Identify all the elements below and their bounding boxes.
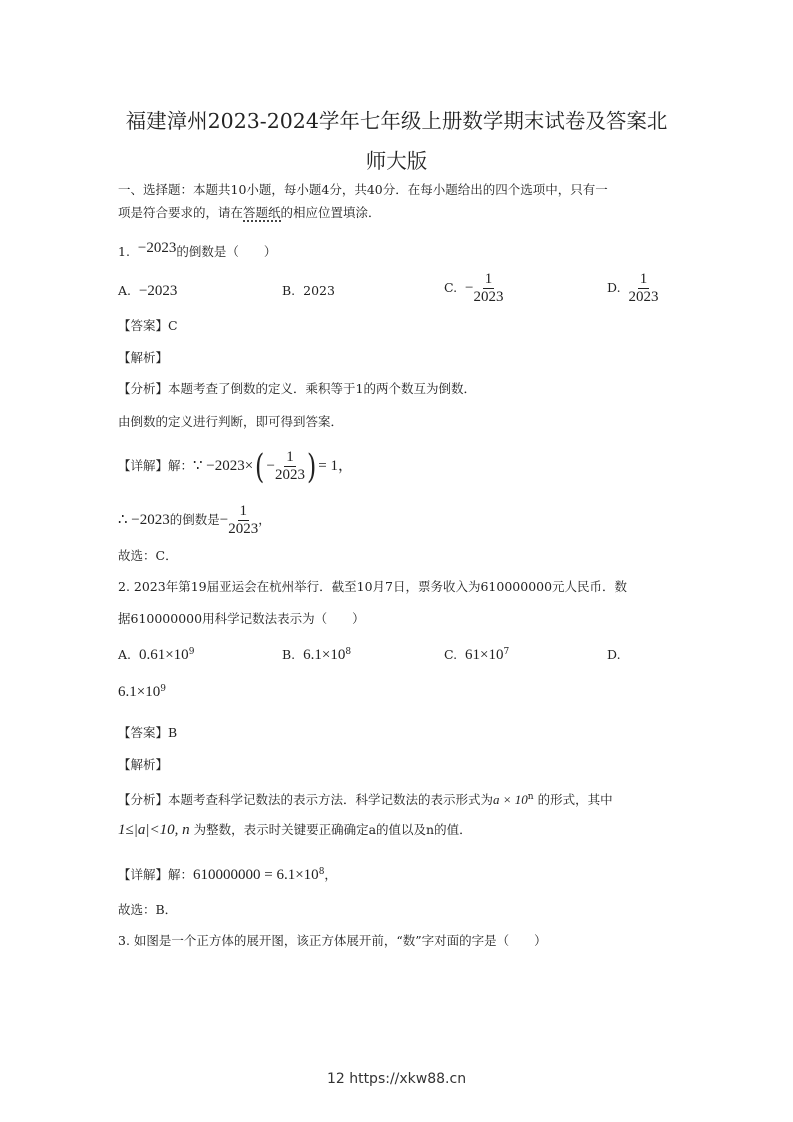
q2-option-c bbox=[444, 647, 509, 664]
doc-title-line1: 福建漳州2023-2024学年七年级上册数学期末试卷及答案北 bbox=[125, 109, 668, 133]
q1-stem-text: 的倒数是（ ） bbox=[176, 244, 277, 259]
q2-jiexi: 【解析】 bbox=[118, 757, 169, 772]
option-sign: − bbox=[465, 280, 474, 296]
exponent: 9 bbox=[160, 684, 166, 694]
q2-stem-2: 据610000000用科学记数法表示为（ ） bbox=[118, 611, 365, 626]
q2-option-a bbox=[118, 647, 194, 664]
option-label: B. bbox=[282, 647, 296, 663]
option-label: A. bbox=[118, 283, 132, 298]
q2-condition bbox=[118, 821, 472, 839]
text: ， bbox=[324, 867, 337, 883]
expr: = 1， bbox=[318, 458, 353, 474]
instr-text: 项是符合要求的，请在 bbox=[118, 205, 244, 220]
exponent: 9 bbox=[188, 647, 195, 657]
text: 的倒数是 bbox=[169, 512, 220, 527]
q2-option-d-value bbox=[118, 684, 166, 701]
q2-guxuan: 故选：B． bbox=[118, 902, 178, 917]
numerator: 1 bbox=[239, 503, 247, 519]
section-instructions-2 bbox=[118, 204, 381, 222]
option-label: C. bbox=[444, 647, 458, 663]
label: 【详解】解： bbox=[118, 458, 194, 473]
q1-fenxi: 【分析】本题考查了倒数的定义．乘积等于1的两个数互为倒数． bbox=[118, 381, 476, 396]
q3-stem: 3. 如图是一个正方体的展开图，该正方体展开前，“数”字对面的字是（ ） bbox=[118, 933, 547, 948]
exponent: 8 bbox=[318, 867, 325, 877]
q2-option-d-label: D. bbox=[607, 647, 621, 662]
q1-therefore bbox=[118, 500, 271, 540]
option-value: 61×10 bbox=[465, 647, 504, 664]
section-instructions-1: 一、选择题：本题共10小题，每小题4分，共40分．在每小题给出的四个选项中，只有一 bbox=[118, 182, 608, 197]
option-label: B. bbox=[282, 283, 296, 298]
sign: − bbox=[219, 512, 229, 528]
q1-stem bbox=[118, 240, 277, 261]
text: 的形式，其中 bbox=[537, 792, 613, 808]
text: ， bbox=[258, 512, 271, 527]
q1-option-a bbox=[118, 283, 177, 300]
q2-stem-1: 2. 2023年第19届亚运会在杭州举行．截至10月7日，票务收入为610000000元人民币．数 bbox=[118, 579, 628, 594]
fraction bbox=[629, 271, 659, 306]
expr: ∵ −2023× bbox=[193, 458, 254, 474]
numerator: 1 bbox=[484, 271, 493, 287]
option-value: 6.1×10 bbox=[118, 684, 161, 701]
doc-title-line2: 师大版 bbox=[365, 149, 428, 173]
q1-xiangjie bbox=[118, 446, 353, 486]
numerator: 1 bbox=[639, 271, 648, 287]
right-paren-icon: ) bbox=[306, 446, 317, 487]
q1-guxuan: 故选：C． bbox=[118, 548, 178, 563]
denominator: 2023 bbox=[274, 467, 305, 483]
q1-jiexi: 【解析】 bbox=[118, 350, 169, 365]
left-paren-icon: ( bbox=[255, 446, 265, 487]
q-number: 1. bbox=[118, 244, 130, 259]
option-label: D. bbox=[607, 280, 621, 295]
option-value: 2023 bbox=[303, 283, 335, 298]
text: 【分析】本题考查科学记数法的表示方法．科学记数法的表示形式为 bbox=[118, 792, 494, 808]
page-footer: 12 https://xkw88.cn bbox=[326, 1071, 467, 1087]
q2-answer: 【答案】B bbox=[118, 725, 178, 740]
option-label: A. bbox=[118, 647, 132, 663]
denominator: 2023 bbox=[228, 521, 259, 537]
q1-option-d bbox=[607, 271, 659, 306]
q1-option-c bbox=[444, 271, 504, 306]
expr: 610000000 = 6.1×10 bbox=[193, 867, 319, 884]
fraction bbox=[474, 271, 504, 306]
option-value: −2023 bbox=[138, 283, 178, 299]
exponent: 7 bbox=[503, 647, 510, 657]
exponent: n bbox=[527, 792, 534, 802]
denominator: 2023 bbox=[473, 289, 504, 305]
option-value: 6.1×10 bbox=[303, 647, 346, 664]
numerator: 1 bbox=[286, 449, 294, 465]
q2-option-b bbox=[282, 647, 351, 664]
q2-fenxi bbox=[118, 788, 613, 809]
fraction bbox=[228, 503, 258, 538]
expr: a × 10 bbox=[493, 792, 528, 808]
label: 【详解】解： bbox=[118, 867, 194, 883]
instr-emphasis: 答题纸 bbox=[243, 205, 281, 220]
denominator: 2023 bbox=[628, 289, 659, 305]
text: 为整数，表示时关键要正确确定a的值以及n的值． bbox=[193, 822, 472, 837]
instr-text: 的相应位置填涂． bbox=[280, 205, 381, 220]
expr: 1≤|a|<10, n bbox=[118, 822, 190, 838]
q1-answer: 【答案】C bbox=[118, 318, 178, 333]
q1-expr: −2023 bbox=[137, 240, 177, 256]
q1-option-b bbox=[282, 283, 335, 298]
option-value: 0.61×10 bbox=[138, 647, 189, 664]
exponent: 8 bbox=[345, 647, 352, 657]
expr: ∴ −2023 bbox=[118, 512, 170, 528]
sign: − bbox=[266, 458, 275, 474]
q1-fenxi2: 由倒数的定义进行判断，即可得到答案． bbox=[118, 414, 344, 429]
fraction bbox=[275, 449, 305, 484]
option-label: C. bbox=[444, 280, 458, 295]
q2-xiangjie bbox=[118, 863, 337, 884]
